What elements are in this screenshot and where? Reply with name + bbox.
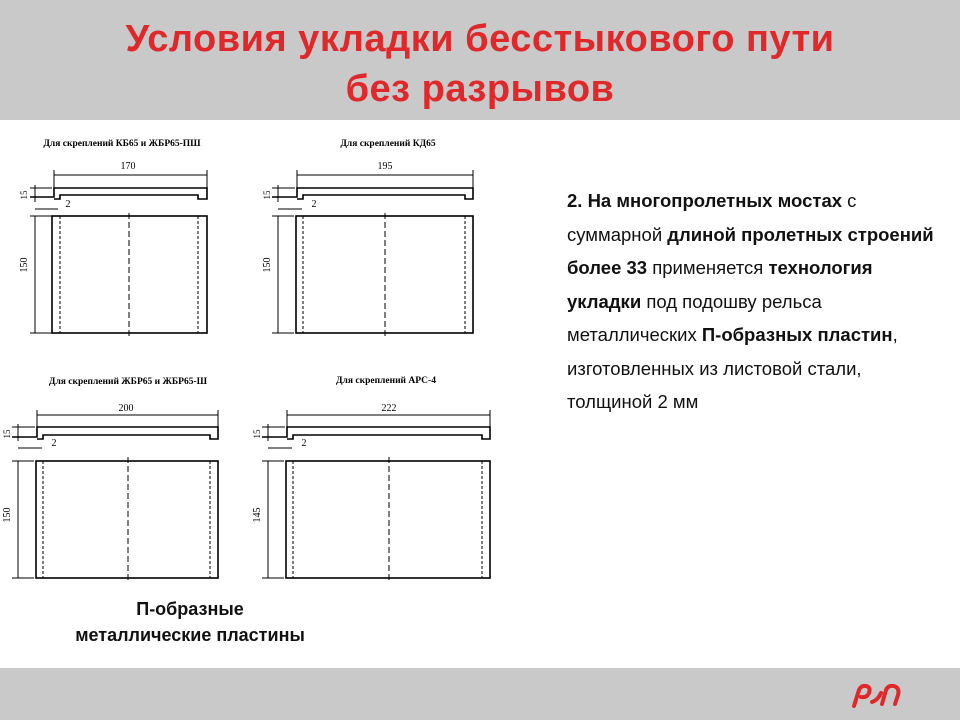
drawing-ars4 [252,375,490,582]
text-fragment: с суммарной [567,190,857,245]
height-dimension: 150 [262,257,273,273]
footer-band [0,668,960,720]
description-text [567,184,937,419]
height-dimension: 150 [19,257,30,273]
drawing-label: Для скреплений КБ65 и ЖБР65-ПШ [43,139,201,149]
width-dimension: 222 [381,403,397,414]
drawing-label: Для скреплений АРС-4 [336,376,436,386]
height-dimension: 150 [2,507,13,523]
text-fragment: , изготовленных из листовой стали, толщиной 2 мм [567,324,898,412]
drawing-label: Для скреплений ЖБР65 и ЖБР65-Ш [48,377,208,387]
width-dimension: 200 [118,403,134,414]
width-dimension: 170 [120,161,136,172]
page-title [0,14,960,114]
drawing-label: Для скреплений КД65 [340,139,436,149]
flange-dimension: 15 [2,429,12,439]
text-item-number: 2. На [567,190,617,211]
text-fragment: под подошву рельса металлических [567,290,822,345]
width-dimension: 195 [377,161,393,172]
height-dimension: 145 [252,507,263,523]
title-line-2: без разрывов [345,68,615,110]
drawings-caption [0,596,380,648]
text-plates: П-образных пластин [701,324,893,345]
drawing-kb65 [19,138,207,337]
text-fragment: применяется [647,257,769,278]
text-span-length: длиной пролетных строений более 33 [567,223,934,278]
gap-dimension: 2 [51,438,57,449]
gap-dimension: 2 [311,199,317,210]
gap-dimension: 2 [65,199,71,210]
flange-dimension: 15 [19,190,29,200]
drawing-zhbr65 [2,376,218,582]
flange-dimension: 15 [252,429,262,439]
gap-dimension: 2 [301,438,307,449]
drawing-kd65 [262,138,473,337]
flange-dimension: 15 [262,190,272,200]
plate-drawings [0,125,540,595]
title-line-1: Условия укладки бесстыкового пути [125,18,835,60]
caption-line-1: П-образные [136,599,244,619]
caption-line-2: металлические пластины [75,625,305,645]
text-bridges: многопролетных мостах [616,190,843,211]
text-technology: технология укладки [567,257,873,312]
rzd-logo-icon [848,680,908,712]
